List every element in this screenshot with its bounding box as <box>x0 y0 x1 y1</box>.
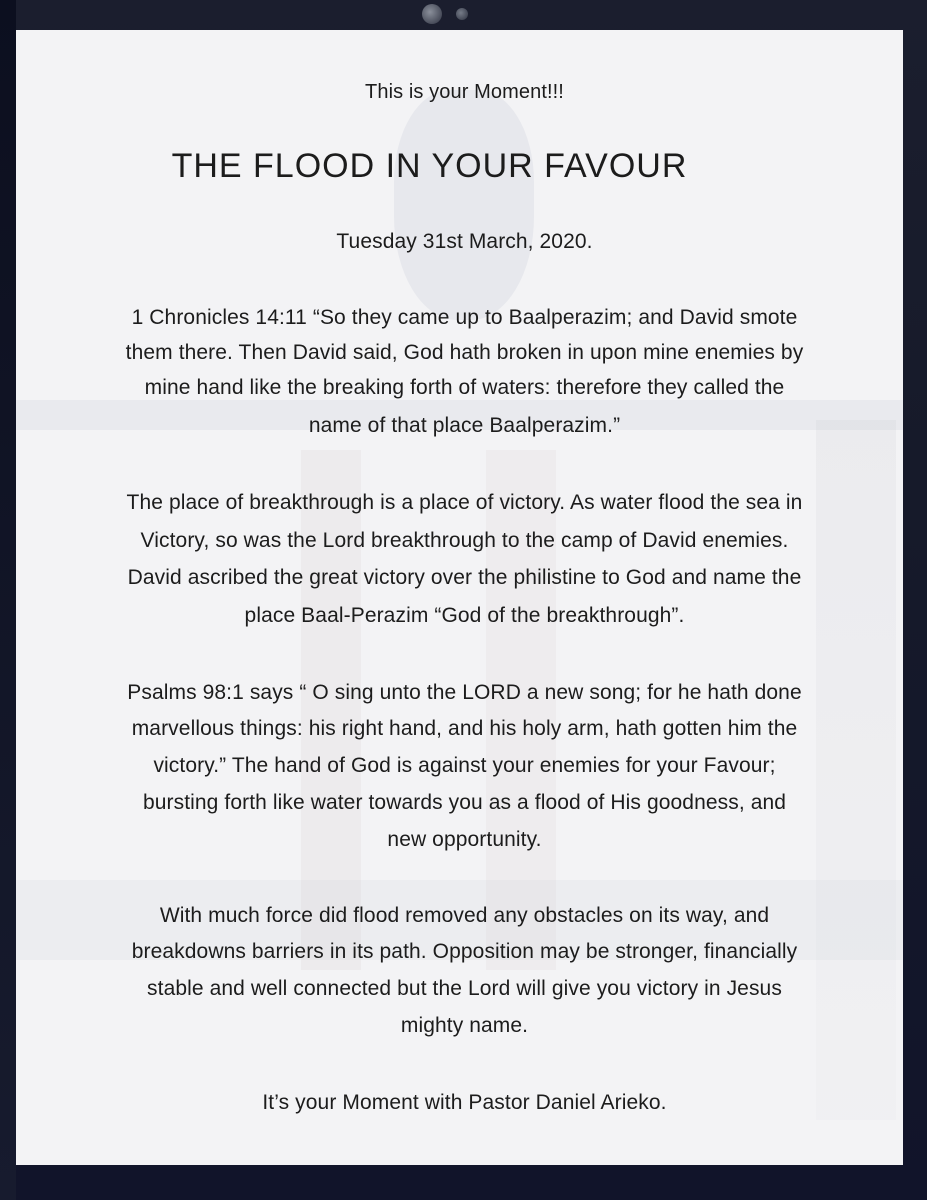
paragraph-line: marvellous things: his right hand, and his holy arm, hath gotten him the <box>131 717 798 740</box>
signoff-text: It’s your Moment with Pastor Daniel Arieko. <box>262 1091 667 1114</box>
devotional-card <box>16 30 903 1165</box>
paragraph-line: Victory, so was the Lord breakthrough to the camp of David enemies. <box>140 529 789 552</box>
paragraph-line: place Baal-Perazim “God of the breakthrough”. <box>244 604 685 627</box>
devotional-text <box>16 30 903 1165</box>
paragraph-line: new opportunity. <box>387 828 542 851</box>
kicker-text: This is your Moment!!! <box>365 81 564 103</box>
paragraph-line: breakdowns barriers in its path. Opposition may be stronger, financially <box>131 940 798 963</box>
paragraph-line: mine hand like the breaking forth of waters: therefore they called the <box>144 376 785 399</box>
page-title: THE FLOOD IN YOUR FAVOUR <box>171 147 688 185</box>
paragraph-line: bursting forth like water towards you as a flood of His goodness, and <box>142 791 787 814</box>
paragraph-line: them there. Then David said, God hath broken in upon mine enemies by <box>125 341 804 364</box>
paragraph-line: Psalms 98:1 says “ O sing unto the LORD a new song; for he hath done <box>127 681 802 704</box>
background-lamp-small <box>456 8 468 20</box>
paragraph-line: stable and well connected but the Lord will give you victory in Jesus <box>147 977 782 1000</box>
date-text: Tuesday 31st March, 2020. <box>336 230 593 253</box>
paragraph-line: With much force did flood removed any obstacles on its way, and <box>159 904 770 927</box>
paragraph-line: name of that place Baalperazim.” <box>308 414 621 437</box>
paragraph-line: mighty name. <box>400 1014 529 1037</box>
paragraph-line: victory.” The hand of God is against your enemies for your Favour; <box>153 754 776 777</box>
paragraph-line: David ascribed the great victory over the philistine to God and name the <box>127 566 802 589</box>
paragraph-line: The place of breakthrough is a place of victory. As water flood the sea in <box>126 491 803 514</box>
paragraph-line: 1 Chronicles 14:11 “So they came up to Baalperazim; and David smote <box>131 306 798 329</box>
background-frame <box>0 0 16 1200</box>
background-lamp <box>422 4 442 24</box>
